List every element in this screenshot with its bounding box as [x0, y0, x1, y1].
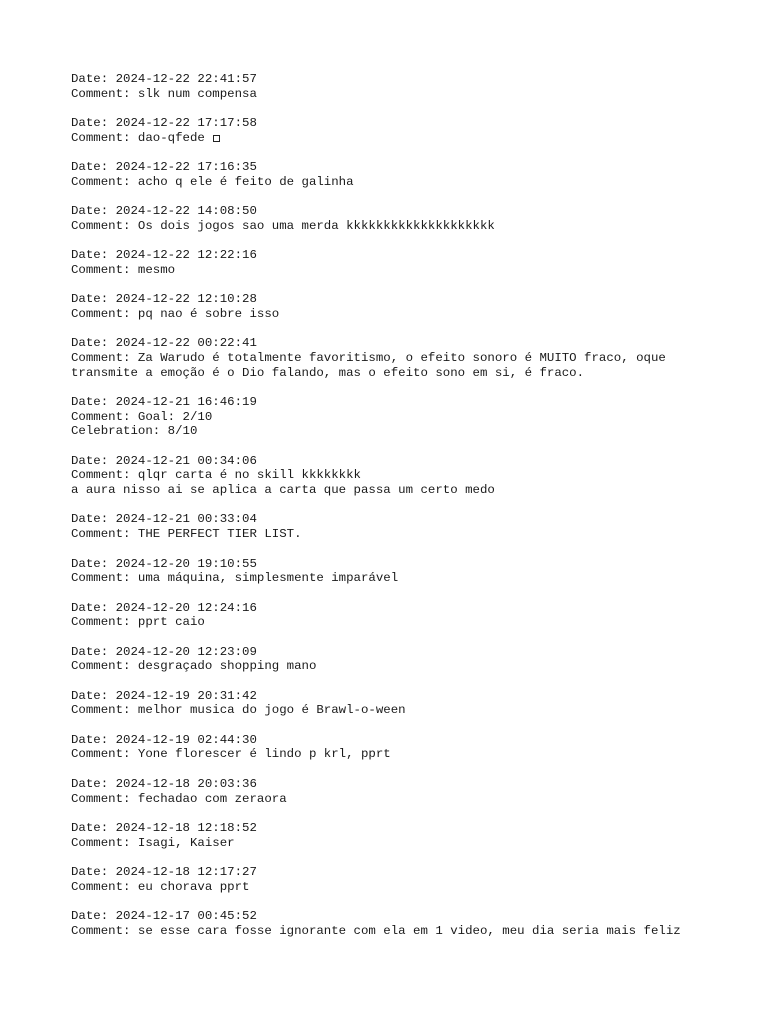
- comment-date: Date: 2024-12-20 19:10:55: [71, 556, 257, 571]
- comment-entry: [71, 72, 731, 101]
- comment-entry: [71, 116, 731, 145]
- comment-line-text: Comment: THE PERFECT TIER LIST.: [71, 527, 302, 542]
- comment-text: [71, 175, 731, 190]
- comment-line-text: Comment: Goal: 2/10: [71, 409, 213, 424]
- comment-entry: [71, 865, 731, 894]
- comment-line-text: Comment: Isagi, Kaiser: [71, 835, 235, 850]
- comment-text: [71, 219, 731, 234]
- comment-date: Date: 2024-12-18 12:17:27: [71, 865, 257, 880]
- comment-line-text: Comment: pprt caio: [71, 615, 205, 630]
- comment-line-text: a aura nisso ai se aplica a carta que passa um certo medo: [71, 483, 495, 497]
- comment-date: Date: 2024-12-18 20:03:36: [71, 776, 257, 791]
- comment-entry: [71, 733, 731, 762]
- comment-date: Date: 2024-12-22 17:17:58: [71, 116, 257, 131]
- comment-continuation: [71, 366, 731, 381]
- comment-text: [71, 351, 731, 366]
- comment-line-text: Comment: Yone florescer é lindo p krl, pprt: [71, 747, 391, 762]
- comment-date: Date: 2024-12-17 00:45:52: [71, 909, 257, 924]
- comment-text: [71, 836, 731, 851]
- comment-entry: [71, 557, 731, 586]
- comment-date: Date: 2024-12-21 00:33:04: [71, 512, 257, 527]
- comment-line-text: Comment: melhor musica do jogo é Brawl-o-ween: [71, 703, 406, 718]
- comment-date: Date: 2024-12-22 12:22:16: [71, 248, 257, 263]
- comment-date: Date: 2024-12-20 12:23:09: [71, 644, 257, 659]
- comment-log-document: [71, 72, 731, 953]
- comment-date: Date: 2024-12-21 16:46:19: [71, 395, 257, 410]
- comment-entry: [71, 821, 731, 850]
- comment-line-text: Comment: se esse cara fosse ignorante com ela em 1 video, meu dia seria mais feliz: [71, 923, 681, 938]
- comment-text: [71, 924, 731, 939]
- comment-date: Date: 2024-12-22 17:16:35: [71, 160, 257, 175]
- comment-text: [71, 747, 731, 762]
- comment-line-text: Celebration: 8/10: [71, 424, 198, 439]
- comment-line-text: Comment: pq nao é sobre isso: [71, 306, 280, 321]
- comment-continuation: [71, 483, 731, 498]
- comment-text: [71, 410, 731, 425]
- comment-entry: [71, 248, 731, 277]
- comment-line-text: Comment: Za Warudo é totalmente favoritismo, o efeito sonoro é MUITO fraco, oque: [71, 351, 666, 366]
- comment-text: [71, 87, 731, 102]
- comment-text: [71, 527, 731, 542]
- comment-line-text: Comment: qlqr carta é no skill kkkkkkkk: [71, 468, 361, 483]
- comment-text: [71, 792, 731, 807]
- comment-line-text: Comment: uma máquina, simplesmente imparável: [71, 571, 399, 586]
- comment-continuation: [71, 424, 731, 439]
- comment-text: [71, 571, 731, 586]
- comment-date: Date: 2024-12-22 14:08:50: [71, 204, 257, 219]
- comment-text: [71, 131, 731, 146]
- comment-entry: [71, 160, 731, 189]
- comment-date: Date: 2024-12-19 20:31:42: [71, 688, 257, 703]
- comment-text: [71, 880, 731, 895]
- comment-line-text: Comment: slk num compensa: [71, 86, 257, 101]
- comment-text: [71, 703, 731, 718]
- comment-entry: [71, 601, 731, 630]
- comment-date: Date: 2024-12-22 22:41:57: [71, 72, 257, 86]
- comment-line-text: Comment: acho q ele é feito de galinha: [71, 174, 354, 189]
- comment-entry: [71, 395, 731, 439]
- comment-text: [71, 659, 731, 674]
- comment-line-text: Comment: eu chorava pprt: [71, 879, 250, 894]
- comment-text: [71, 468, 731, 483]
- comment-date: Date: 2024-12-22 00:22:41: [71, 336, 257, 351]
- comment-entry: [71, 645, 731, 674]
- comment-entry: [71, 204, 731, 233]
- comment-line-text: Comment: Os dois jogos sao uma merda kkkkkkkkkkkkkkkkkkkk: [71, 218, 495, 233]
- comment-line-text: Comment: desgraçado shopping mano: [71, 659, 317, 674]
- comment-entry: [71, 512, 731, 541]
- comment-line-text: transmite a emoção é o Dio falando, mas o efeito sono em si, é fraco.: [71, 365, 585, 380]
- comment-entry: [71, 336, 731, 380]
- comment-date: Date: 2024-12-22 12:10:28: [71, 292, 257, 307]
- comment-text: [71, 263, 731, 278]
- comment-line-text: Comment: mesmo: [71, 262, 176, 277]
- comment-entry: [71, 689, 731, 718]
- comment-text: [71, 615, 731, 630]
- comment-line-text: Comment: fechadao com zeraora: [71, 791, 287, 806]
- comment-date: Date: 2024-12-18 12:18:52: [71, 821, 257, 836]
- comment-date: Date: 2024-12-19 02:44:30: [71, 732, 257, 747]
- comment-entry: [71, 454, 731, 498]
- comment-entry: [71, 909, 731, 938]
- comment-entry: [71, 292, 731, 321]
- missing-glyph-box-icon: [213, 135, 220, 142]
- comment-entry: [71, 777, 731, 806]
- comment-line-text: Comment: dao-qfede: [71, 130, 205, 145]
- comment-text: [71, 307, 731, 322]
- comment-date: Date: 2024-12-20 12:24:16: [71, 600, 257, 615]
- comment-date: Date: 2024-12-21 00:34:06: [71, 453, 257, 468]
